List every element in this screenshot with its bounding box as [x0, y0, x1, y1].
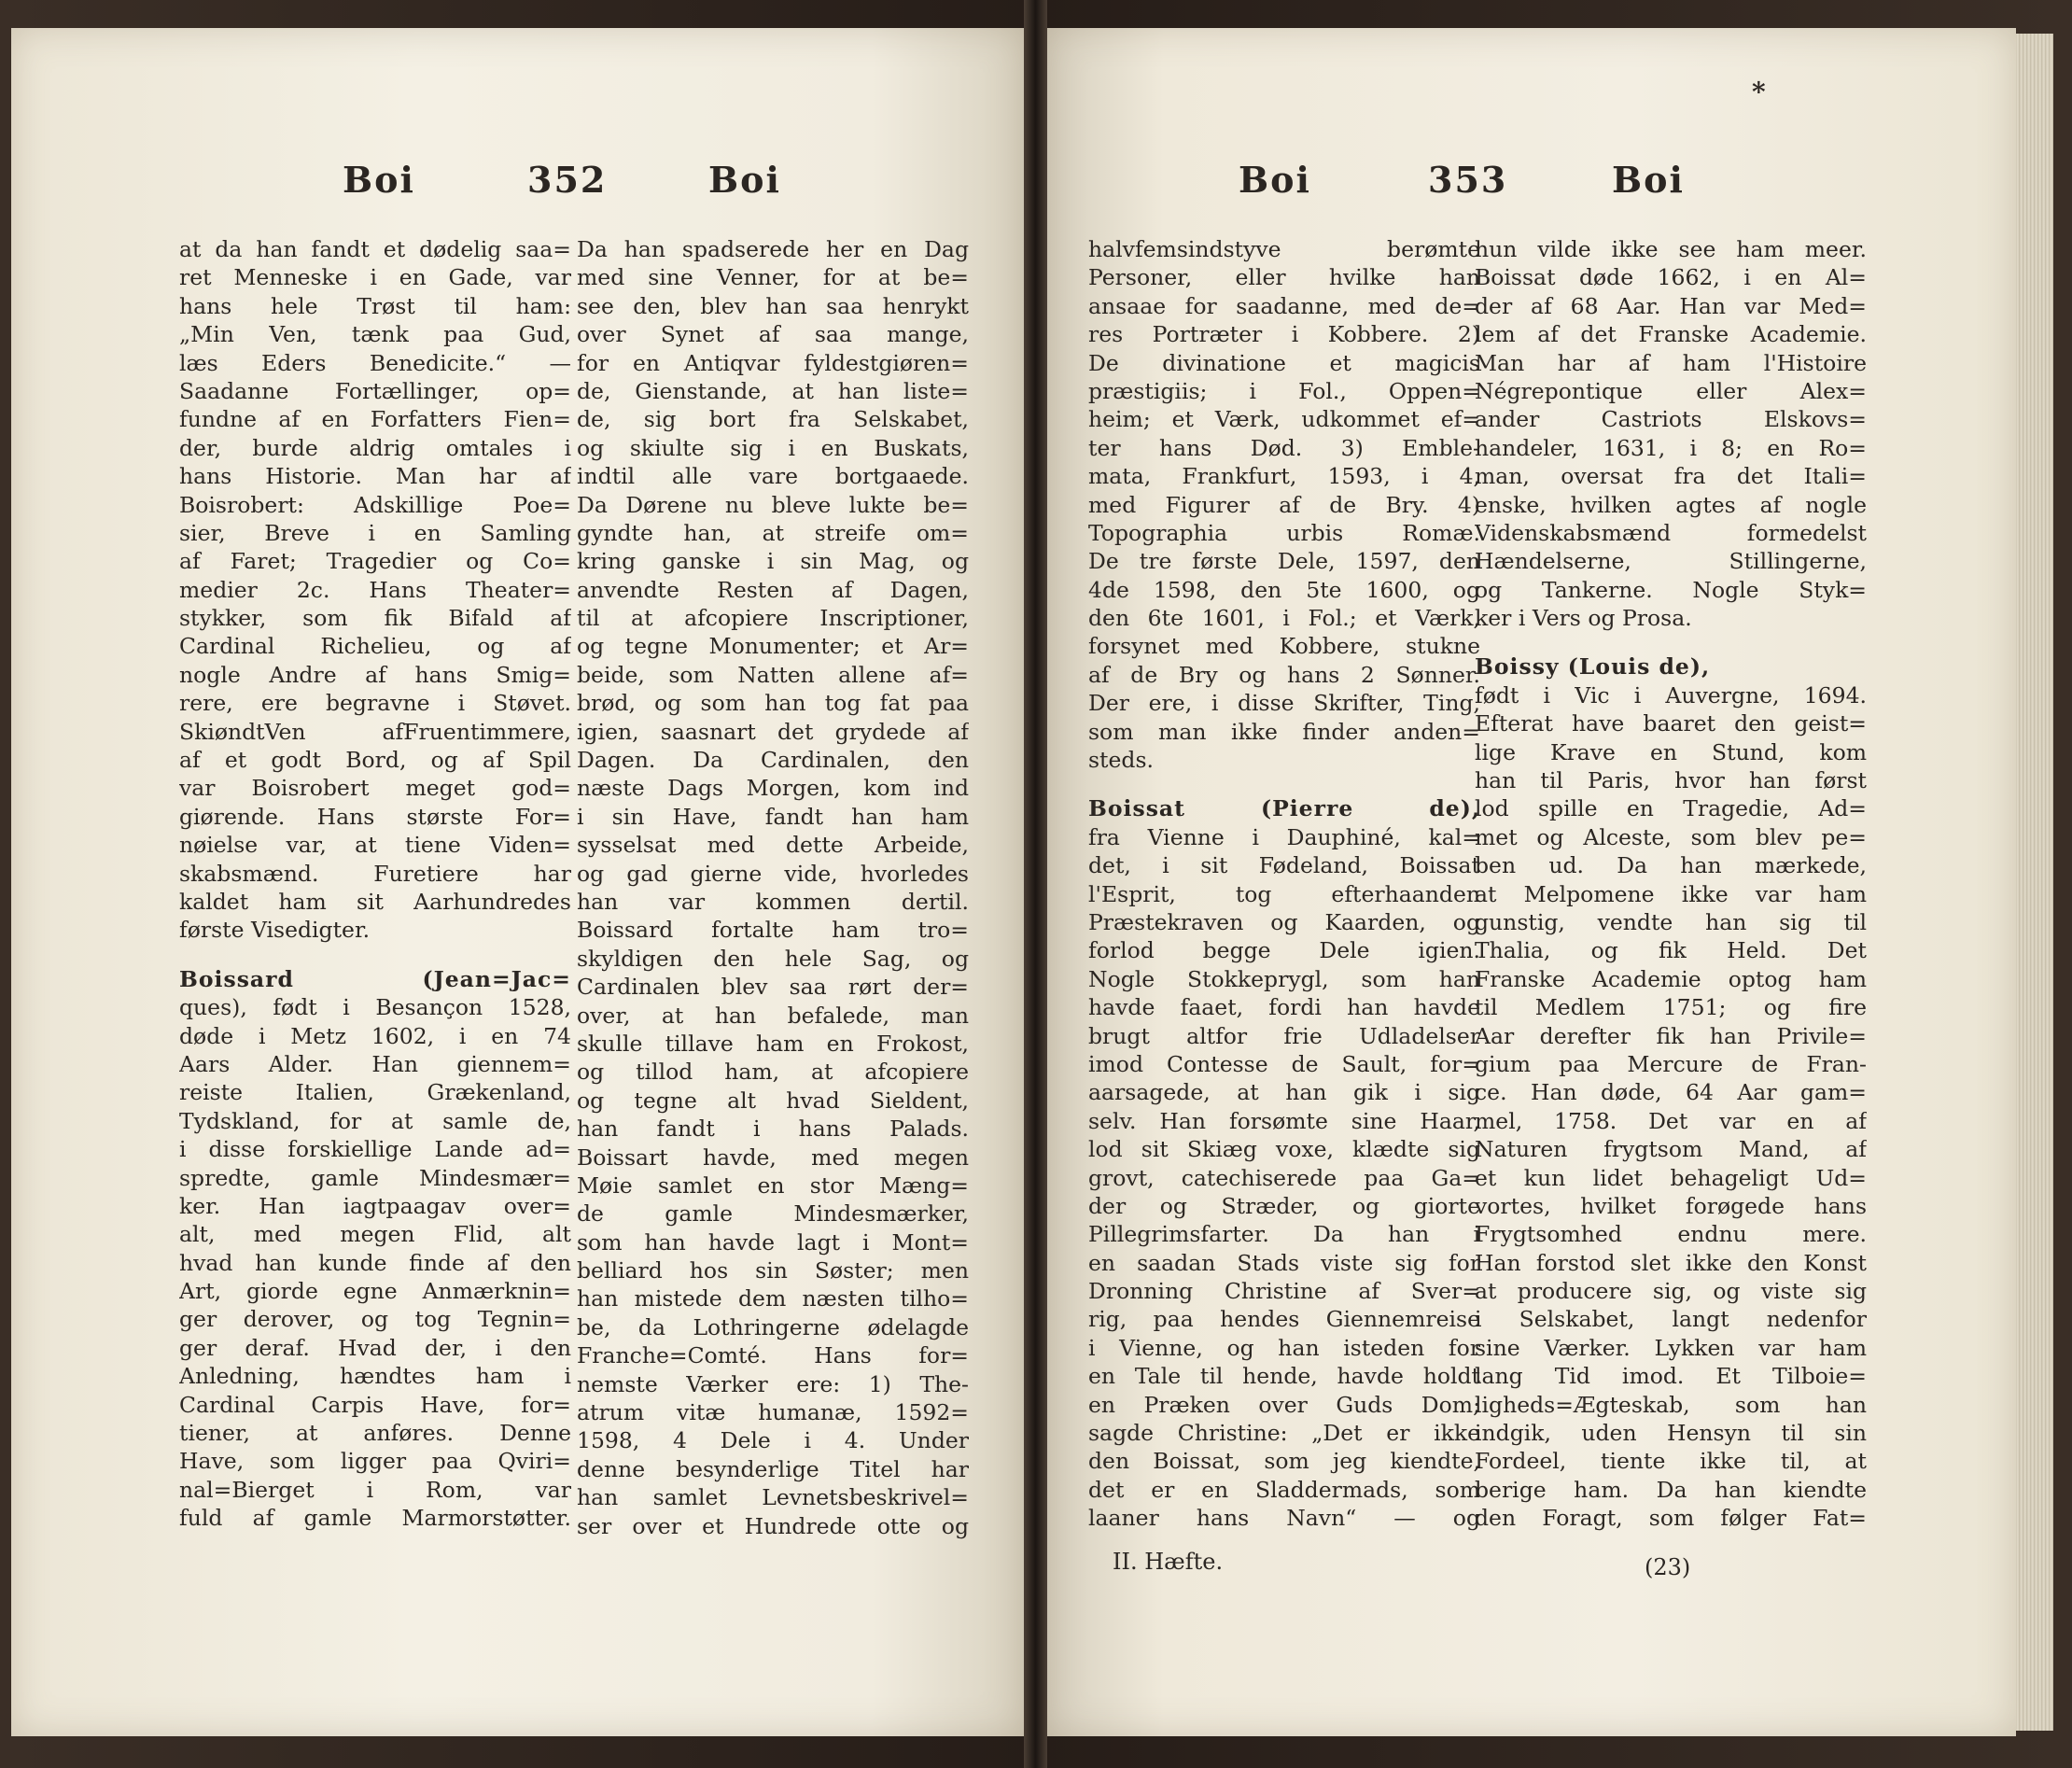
text-line: nal=Bierget i Rom, var	[179, 1476, 571, 1503]
text-line: Thalia, og fik Held. Det	[1475, 937, 1867, 964]
text-line: ques), født i Besançon 1528,	[179, 994, 571, 1021]
text-line: sine Værker. Lykken var ham	[1475, 1334, 1867, 1361]
text-line: ander Castriots Elskovs=	[1475, 406, 1867, 433]
text-line: alt, med megen Flid, alt	[179, 1221, 571, 1248]
text-line: hun vilde ikke see ham meer.	[1475, 236, 1867, 262]
text-line: i Vienne, og han isteden for	[1088, 1334, 1480, 1361]
running-head-left: Boi	[343, 159, 415, 201]
text-line: belliard hos sin Søster; men	[577, 1257, 969, 1284]
text-line: selv. Han forsømte sine Haar,	[1088, 1107, 1480, 1134]
running-head-right: Boi	[1612, 159, 1685, 201]
text-line: skyldigen den hele Sag, og	[577, 945, 969, 972]
text-line: Tydskland, for at samle de,	[179, 1107, 571, 1134]
text-line: Man har af ham l'Histoire	[1475, 349, 1867, 376]
text-line: en saadan Stads viste sig for	[1088, 1249, 1480, 1276]
text-line: lem af det Franske Academie.	[1475, 321, 1867, 348]
text-line: i Selskabet, langt nedenfor	[1475, 1306, 1867, 1333]
text-line: det er en Sladdermads, som	[1088, 1476, 1480, 1503]
text-line: laaner hans Navn“ — og	[1088, 1505, 1480, 1532]
text-line: handeler, 1631, i 8; en Ro=	[1475, 434, 1867, 461]
text-line: de gamle Mindesmærker,	[577, 1200, 969, 1228]
text-line: Pillegrimsfarter. Da han i	[1088, 1221, 1480, 1248]
text-line: ben ud. Da han mærkede,	[1475, 852, 1867, 879]
text-line: brugt altfor frie Udladelser	[1088, 1022, 1480, 1049]
text-line: af de Bry og hans 2 Sønner.	[1088, 661, 1480, 688]
text-line: Der ere, i disse Skrifter, Ting,	[1088, 690, 1480, 717]
text-line: 4de 1598, den 5te 1600, og	[1088, 576, 1480, 603]
text-line: og skiulte sig i en Buskats,	[577, 434, 969, 461]
text-line: grovt, catechiserede paa Ga=	[1088, 1164, 1480, 1191]
page-mark: *	[1752, 77, 1766, 107]
text-line: be, da Lothringerne ødelagde	[577, 1313, 969, 1340]
text-line: en Tale til hende, havde holdt	[1088, 1363, 1480, 1390]
text-line: de, sig bort fra Selskabet,	[577, 406, 969, 433]
text-line: der af 68 Aar. Han var Med=	[1475, 292, 1867, 319]
text-line: forsynet med Kobbere, stukne	[1088, 633, 1480, 660]
text-line: fuld af gamle Marmorstøtter.	[179, 1505, 571, 1532]
text-line: Præstekraven og Kaarden, og	[1088, 908, 1480, 935]
text-line: halvfemsindstyve berømte	[1088, 236, 1480, 262]
text-column-1	[1088, 235, 1480, 1533]
text-line: nøielse var, at tiene Viden=	[179, 832, 571, 859]
text-line: Boissy (Louis de),	[1475, 653, 1711, 681]
text-line: Videnskabsmænd formedelst	[1475, 519, 1867, 546]
text-line: ger deraf. Hvad der, i den	[179, 1334, 571, 1361]
text-line: Franske Academie optog ham	[1475, 965, 1867, 992]
text-line: den 6te 1601, i Fol.; et Værk,	[1088, 605, 1480, 632]
text-line: han til Paris, hvor han først	[1475, 767, 1867, 794]
text-line: Boisrobert: Adskillige Poe=	[179, 491, 571, 518]
text-line: næste Dags Morgen, kom ind	[577, 775, 969, 802]
text-column-2	[1475, 235, 1867, 1533]
text-line: berige ham. Da han kiendte	[1475, 1476, 1867, 1503]
left-page-header	[11, 159, 1024, 215]
text-line: første Visedigter.	[179, 917, 371, 944]
text-line: anvendte Resten af Dagen,	[577, 576, 969, 603]
text-line: forlod begge Dele igien.	[1088, 937, 1480, 964]
text-line: han var kommen dertil.	[577, 888, 969, 915]
text-line: Boissard (Jean=Jac=	[179, 965, 571, 992]
text-line: Cardinalen blev saa rørt der=	[577, 974, 969, 1001]
text-line: Efterat have baaret den geist=	[1475, 710, 1867, 737]
text-line: atrum vitæ humanæ, 1592=	[577, 1399, 969, 1426]
text-line: Boissard fortalte ham tro=	[577, 917, 969, 944]
text-line: Fordeel, tiente ikke til, at	[1475, 1448, 1867, 1475]
text-line: han fandt i hans Palads.	[577, 1116, 969, 1143]
text-line: denne besynderlige Titel har	[577, 1455, 969, 1482]
text-line: han samlet Levnetsbeskrivel=	[577, 1484, 969, 1511]
text-line: hans hele Trøst til ham:	[179, 292, 571, 319]
text-line: Anledning, hændtes ham i	[179, 1363, 571, 1390]
text-line: vortes, hvilket forøgede hans	[1475, 1192, 1867, 1219]
text-line: gium paa Mercure de Fran-	[1475, 1050, 1867, 1077]
text-line: Da Dørene nu bleve lukte be=	[577, 491, 969, 518]
text-line: ret Menneske i en Gade, var	[179, 264, 571, 291]
gathering-number: (23)	[1645, 1554, 1691, 1580]
text-line: lang Tid imod. Et Tilboie=	[1475, 1363, 1867, 1390]
text-line: reiste Italien, Grækenland,	[179, 1079, 571, 1106]
text-line: kring ganske i sin Mag, og	[577, 548, 969, 575]
text-line: og tillod ham, at afcopiere	[577, 1059, 969, 1086]
text-line: lod sit Skiæg voxe, klædte sig	[1088, 1136, 1480, 1163]
text-line: Topographia urbis Romæ.	[1088, 519, 1480, 546]
text-line: og tegne alt hvad Sieldent,	[577, 1087, 969, 1114]
text-line: rere, ere begravne i Støvet.	[179, 690, 571, 717]
text-column-2	[577, 235, 969, 1540]
text-line: 1598, 4 Dele i 4. Under	[577, 1427, 969, 1454]
text-line: til Medlem 1751; og fire	[1475, 994, 1867, 1021]
text-line: som man ikke finder anden=	[1088, 718, 1480, 745]
text-line: Frygtsomhed endnu mere.	[1475, 1221, 1867, 1248]
text-line: Naturen frygtsom Mand, af	[1475, 1136, 1867, 1163]
text-line: født i Vic i Auvergne, 1694.	[1475, 681, 1867, 709]
text-line: stykker, som fik Bifald af	[179, 605, 571, 632]
text-line: beide, som Natten allene af=	[577, 661, 969, 688]
text-line: over Synet af saa mange,	[577, 321, 969, 348]
text-line: med Figurer af de Bry. 4)	[1088, 491, 1480, 518]
text-line: mel, 1758. Det var en af	[1475, 1107, 1867, 1134]
text-line: ger derover, og tog Tegnin=	[179, 1306, 571, 1333]
text-line: Boissart havde, med megen	[577, 1144, 969, 1171]
text-line: der, burde aldrig omtales i	[179, 434, 571, 461]
text-line: Hændelserne, Stillingerne,	[1475, 548, 1867, 575]
text-column-1	[179, 235, 571, 1533]
text-line: ce. Han døde, 64 Aar gam=	[1475, 1079, 1867, 1106]
text-line: sagde Christine: „Det er ikke	[1088, 1420, 1480, 1447]
text-line: for en Antiqvar fyldestgiøren=	[577, 349, 969, 376]
text-line: met og Alceste, som blev pe=	[1475, 823, 1867, 850]
text-line: Nogle Stokkeprygl, som han	[1088, 965, 1480, 992]
left-page	[11, 28, 1024, 1736]
text-line: kaldet ham sit Aarhundredes	[179, 888, 571, 915]
text-line: ser over et Hundrede otte og	[577, 1512, 969, 1539]
text-line: at Melpomene ikke var ham	[1475, 880, 1867, 907]
text-line: at da han fandt et dødelig saa=	[179, 236, 571, 262]
running-head-right: Boi	[708, 159, 781, 201]
text-line: Saadanne Fortællinger, op=	[179, 377, 571, 404]
text-line: ker i Vers og Prosa.	[1475, 605, 1692, 632]
text-line: gunstig, vendte han sig til	[1475, 908, 1867, 935]
text-line: i sin Have, fandt han ham	[577, 803, 969, 830]
text-line: en Præken over Guds Dom;	[1088, 1391, 1480, 1418]
text-line: nemste Værker ere: 1) The-	[577, 1370, 969, 1397]
text-line: man, oversat fra det Itali=	[1475, 463, 1867, 490]
text-line: hans Historie. Man har af	[179, 463, 571, 490]
text-line: de, Gienstande, at han liste=	[577, 377, 969, 404]
text-line: Møie samlet en stor Mæng=	[577, 1172, 969, 1199]
text-line: imod Contesse de Sault, for=	[1088, 1050, 1480, 1077]
text-line: Boissat døde 1662, i en Al=	[1475, 264, 1867, 291]
text-line: rig, paa hendes Giennemreise	[1088, 1306, 1480, 1333]
text-line: og Tankerne. Nogle Styk=	[1475, 576, 1867, 603]
text-line: var Boisrobert meget god=	[179, 775, 571, 802]
text-line: Dagen. Da Cardinalen, den	[577, 747, 969, 774]
text-line: skabsmænd. Furetiere har	[179, 860, 571, 887]
text-line: aarsagede, at han gik i sig	[1088, 1079, 1480, 1106]
text-line: lige Krave en Stund, kom	[1475, 738, 1867, 765]
right-page-header	[1047, 159, 2016, 215]
text-line: Dronning Christine af Sver=	[1088, 1278, 1480, 1305]
running-head-left: Boi	[1239, 159, 1311, 201]
text-line: den Boissat, som jeg kiendte,	[1088, 1448, 1480, 1475]
text-line: hvad han kunde finde af den	[179, 1249, 571, 1276]
text-line: SkiøndtVen afFruentimmere,	[179, 718, 571, 745]
text-line: steds.	[1088, 747, 1154, 774]
text-line: havde faaet, fordi han havde	[1088, 994, 1480, 1021]
text-line: „Min Ven, tænk paa Gud,	[179, 321, 571, 348]
text-line: Négrepontique eller Alex=	[1475, 377, 1867, 404]
text-line: enske, hvilken agtes af nogle	[1475, 491, 1867, 518]
text-line: sysselsat med dette Arbeide,	[577, 832, 969, 859]
text-line: lod spille en Tragedie, Ad=	[1475, 795, 1867, 822]
page-number: 353	[1428, 159, 1508, 201]
book-gutter	[1024, 0, 1047, 1768]
text-line: De divinatione et magicis	[1088, 349, 1480, 376]
text-line: og tegne Monumenter; et Ar=	[577, 633, 969, 660]
text-line: brød, og som han tog fat paa	[577, 690, 969, 717]
text-line: Art, giorde egne Anmærknin=	[179, 1278, 571, 1305]
text-line: med sine Venner, for at be=	[577, 264, 969, 291]
text-line: indtil alle vare bortgaaede.	[577, 463, 969, 490]
text-line: mata, Frankfurt, 1593, i 4,	[1088, 463, 1480, 490]
text-line: over, at han befalede, man	[577, 1002, 969, 1029]
text-line: Have, som ligger paa Qviri=	[179, 1448, 571, 1475]
text-line: ker. Han iagtpaagav over=	[179, 1192, 571, 1219]
text-line: ligheds=Ægteskab, som han	[1475, 1391, 1867, 1418]
text-line: Han forstod slet ikke den Konst	[1475, 1249, 1867, 1276]
text-line: han mistede dem næsten tilho=	[577, 1285, 969, 1312]
text-line: Cardinal Carpis Have, for=	[179, 1391, 571, 1418]
text-line: fra Vienne i Dauphiné, kal=	[1088, 823, 1480, 850]
text-line: ansaae for saadanne, med de=	[1088, 292, 1480, 319]
text-line: Boissat (Pierre de),	[1088, 795, 1480, 822]
text-line: Aar derefter fik han Privile=	[1475, 1022, 1867, 1049]
paragraph-gap	[1088, 774, 1480, 794]
text-line: til at afcopiere Inscriptioner,	[577, 605, 969, 632]
text-line: giørende. Hans største For=	[179, 803, 571, 830]
text-line: Franche=Comté. Hans for=	[577, 1342, 969, 1369]
text-line: skulle tillave ham en Frokost,	[577, 1030, 969, 1057]
text-line: gyndte han, at streife om=	[577, 519, 969, 546]
text-line: see den, blev han saa henrykt	[577, 292, 969, 319]
text-line: igien, saasnart det grydede af	[577, 718, 969, 745]
page-edges	[2016, 34, 2053, 1731]
text-line: medier 2c. Hans Theater=	[179, 576, 571, 603]
text-line: af et godt Bord, og af Spil	[179, 747, 571, 774]
text-line: der og Stræder, og giorte	[1088, 1192, 1480, 1219]
text-line: Da han spadserede her en Dag	[577, 236, 969, 262]
text-line: den Foragt, som følger Fat=	[1475, 1505, 1867, 1532]
text-line: præstigiis; i Fol., Oppen=	[1088, 377, 1480, 404]
right-page	[1047, 28, 2016, 1736]
text-line: sier, Breve i en Samling	[179, 519, 571, 546]
text-line: indgik, uden Hensyn til sin	[1475, 1420, 1867, 1447]
paragraph-gap	[179, 945, 571, 965]
text-line: res Portræter i Kobbere. 2)	[1088, 321, 1480, 348]
text-line: fundne af en Forfatters Fien=	[179, 406, 571, 433]
text-line: Aars Alder. Han giennem=	[179, 1050, 571, 1077]
signature-mark: II. Hæfte.	[1113, 1549, 1224, 1575]
text-line: det, i sit Fødeland, Boissat	[1088, 852, 1480, 879]
text-line: læs Eders Benedicite.“ —	[179, 349, 571, 376]
text-line: et kun lidet behageligt Ud=	[1475, 1164, 1867, 1191]
text-line: og gad gierne vide, hvorledes	[577, 860, 969, 887]
text-line: De tre første Dele, 1597, den	[1088, 548, 1480, 575]
text-line: ter hans Død. 3) Emble-	[1088, 434, 1480, 461]
text-line: Personer, eller hvilke han	[1088, 264, 1480, 291]
text-line: nogle Andre af hans Smig=	[179, 661, 571, 688]
text-line: af Faret; Tragedier og Co=	[179, 548, 571, 575]
paragraph-gap	[1475, 632, 1867, 652]
text-line: at producere sig, og viste sig	[1475, 1278, 1867, 1305]
text-line: tiener, at anføres. Denne	[179, 1420, 571, 1447]
text-line: som han havde lagt i Mont=	[577, 1228, 969, 1256]
text-line: heim; et Værk, udkommet ef=	[1088, 406, 1480, 433]
text-line: i disse forskiellige Lande ad=	[179, 1136, 571, 1163]
page-number: 352	[527, 159, 608, 201]
text-line: døde i Metz 1602, i en 74	[179, 1022, 571, 1049]
text-line: Cardinal Richelieu, og af	[179, 633, 571, 660]
text-line: spredte, gamle Mindesmær=	[179, 1164, 571, 1191]
text-line: l'Esprit, tog efterhaanden	[1088, 880, 1480, 907]
